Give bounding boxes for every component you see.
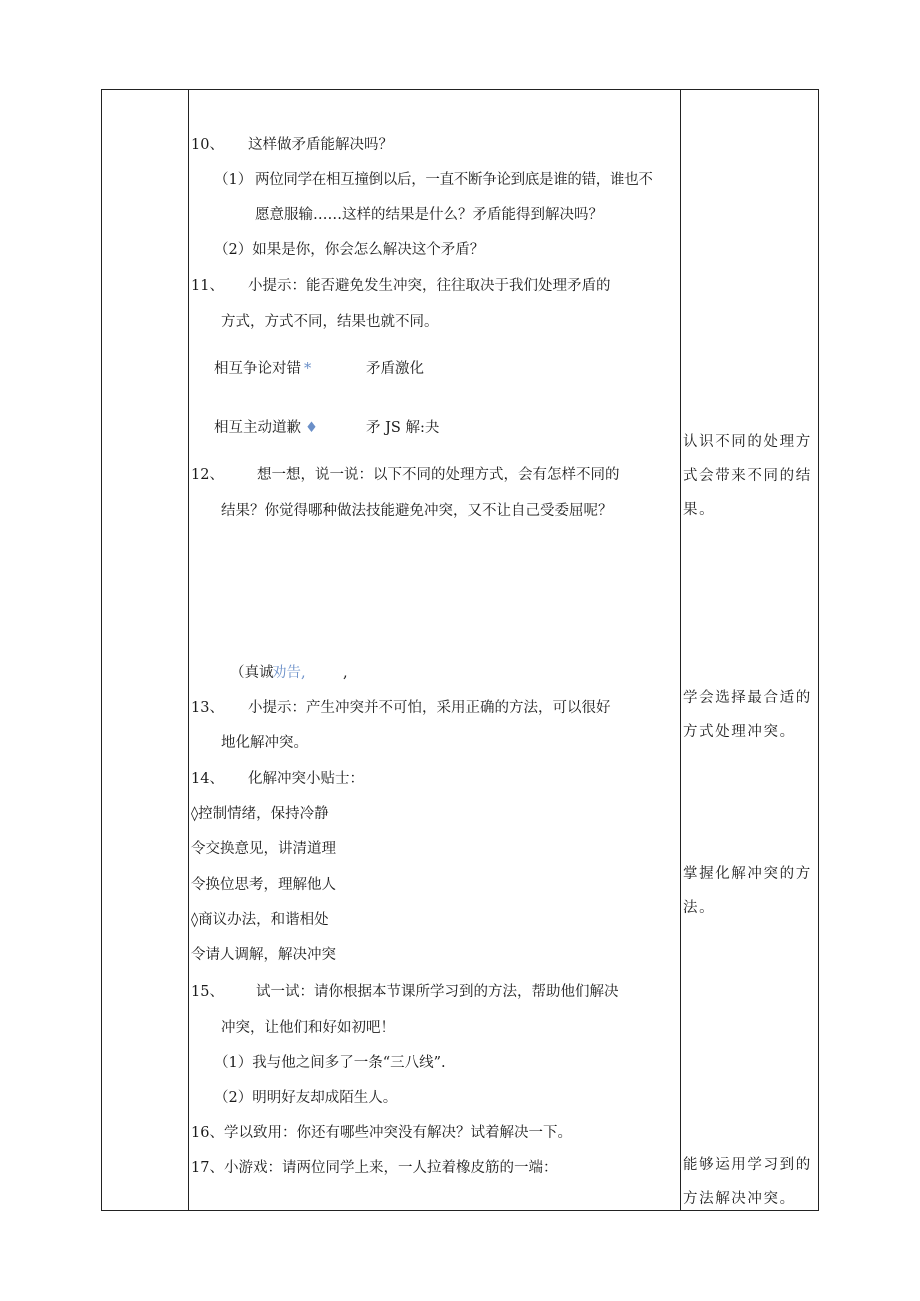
advice-prefix: （真诚 [230, 665, 274, 681]
item-10-2-text: （2）如果是你，你会怎么解决这个矛盾？ [214, 242, 485, 258]
item-14-number: 14、 [191, 771, 224, 787]
diagram-row1-right: 矛盾激化 [366, 361, 424, 377]
item-10-1-continuation: 愿意服输……这样的结果是什么？矛盾能得到解决吗？ [255, 207, 603, 223]
item-10-number: 10、 [191, 137, 224, 153]
item-15-2-text: （2）明明好友却成陌生人。 [214, 1090, 398, 1106]
tip-item: ◊商议办法，和谐相处 [191, 912, 329, 928]
diagram-row1-left: 相互争论对错 [214, 361, 301, 377]
advice-comma: , [343, 665, 348, 681]
diagram-row1-mark: * [304, 361, 312, 377]
item-15-continuation: 冲突，让他们和好如初吧！ [221, 1020, 395, 1036]
tip-item: 令请人调解，解决冲突 [191, 947, 336, 963]
objective-note: 认识不同的处理方式会带来不同的结果。 [683, 434, 812, 518]
item-13-continuation: 地化解冲突。 [221, 735, 308, 751]
item-16-text: 16、学以致用：你还有哪些冲突没有解决？试着解决一下。 [191, 1125, 572, 1141]
advice-highlight: 劝告, [272, 665, 306, 681]
diagram-row2-mark: ♦ [305, 420, 318, 436]
item-12-continuation: 结果？你觉得哪种做法技能避免冲突，又不让自己受委屈呢？ [221, 503, 613, 519]
tip-item: 令换位思考，理解他人 [191, 877, 336, 893]
item-14-text: 化解冲突小贴士： [248, 771, 364, 787]
column-divider-left [188, 89, 189, 1211]
column-divider-right [680, 89, 681, 1211]
item-17-text: 17、小游戏：请两位同学上来，一人拉着橡皮筋的一端： [191, 1160, 558, 1176]
item-10-1-text: 两位同学在相互撞倒以后，一直不断争论到底是谁的错，谁也不 [255, 172, 653, 188]
tip-item: 令交换意见，讲清道理 [191, 841, 336, 857]
item-13-number: 13、 [191, 700, 224, 716]
item-15-1-text: （1）我与他之间多了一条“三八线”. [214, 1055, 446, 1071]
item-12-number: 12、 [191, 467, 224, 483]
diagram-row2-left: 相互主动道歉 [214, 420, 301, 436]
diagram-row2-right: 矛 JS 解:夬 [366, 420, 440, 436]
objective-note: 学会选择最合适的方式处理冲突。 [683, 690, 812, 740]
item-10-text: 这样做矛盾能解决吗？ [248, 137, 393, 153]
item-12-text: 想一想，说一说：以下不同的处理方式，会有怎样不同的 [257, 467, 620, 483]
objective-note: 掌握化解冲突的方法。 [683, 866, 812, 916]
item-13-text: 小提示：产生冲突并不可怕，采用正确的方法，可以很好 [248, 700, 611, 716]
item-11-text: 小提示：能否避免发生冲突，往往取决于我们处理矛盾的 [248, 278, 611, 294]
item-10-1-number: （1） [214, 172, 253, 188]
item-11-continuation: 方式，方式不同，结果也就不同。 [221, 314, 439, 330]
tip-item: ◊控制情绪，保持冷静 [191, 806, 329, 822]
item-15-number: 15、 [191, 984, 224, 1000]
item-15-text: 试一试：请你根据本节课所学习到的方法，帮助他们解决 [256, 984, 619, 1000]
objective-note: 能够运用学习到的方法解决冲突。 [683, 1157, 812, 1207]
item-11-number: 11、 [191, 278, 224, 294]
